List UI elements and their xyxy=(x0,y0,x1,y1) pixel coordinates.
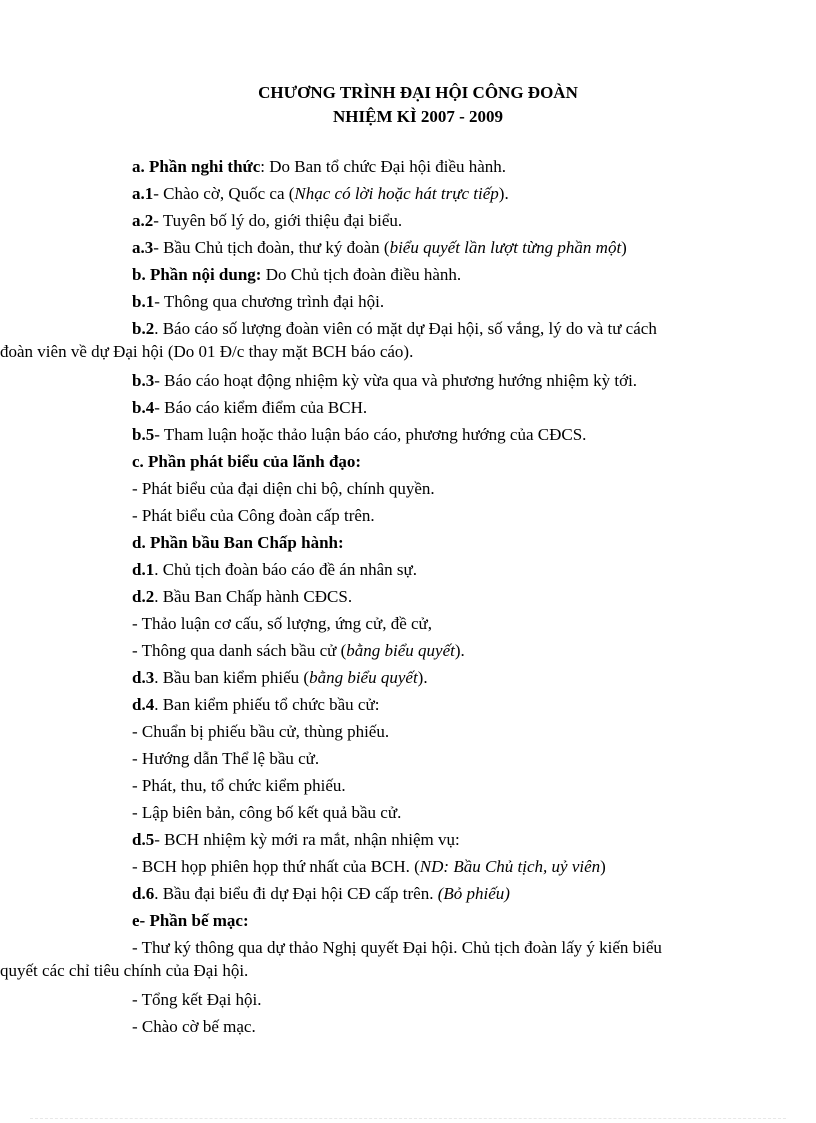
section-d-heading: d. Phần bầu Ban Chấp hành: xyxy=(132,533,344,552)
item-d4-sub2: - Hướng dẫn Thể lệ bầu cử. xyxy=(132,749,320,768)
item-a3: a.3- Bầu Chủ tịch đoàn, thư ký đoàn (biểu quyết lần lượt từng phần một) xyxy=(132,238,627,257)
item-e3: - Chào cờ bế mạc. xyxy=(132,1017,256,1036)
item-a1: a.1- Chào cờ, Quốc ca (Nhạc có lời hoặc hát trực tiếp). xyxy=(132,184,509,203)
item-d3: d.3. Bầu ban kiểm phiếu (bằng biểu quyết). xyxy=(132,668,428,687)
item-d2-sub2: - Thông qua danh sách bầu cử (bằng biểu quyết). xyxy=(132,641,465,660)
document-body xyxy=(0,153,741,1040)
item-c1: - Phát biểu của đại diện chi bộ, chính quyền. xyxy=(132,479,435,498)
item-b4: b.4- Báo cáo kiểm điểm của BCH. xyxy=(132,398,368,417)
item-d1: d.1. Chủ tịch đoàn báo cáo đề án nhân sự. xyxy=(132,560,417,579)
section-a-heading: a. Phần nghi thức: Do Ban tổ chức Đại hội điều hành. xyxy=(132,157,507,176)
item-b2: b.2. Báo cáo số lượng đoàn viên có mặt dự Đại hội, số vắng, lý do và tư cách đoàn viên về dự Đại hội (Do 01 Đ/c thay mặt BCH báo cáo). xyxy=(0,319,657,361)
item-d4-sub3: - Phát, thu, tổ chức kiểm phiếu. xyxy=(132,776,346,795)
item-d5: d.5- BCH nhiệm kỳ mới ra mắt, nhận nhiệm vụ: xyxy=(132,830,460,849)
item-d4-sub4: - Lập biên bản, công bố kết quả bầu cử. xyxy=(132,803,402,822)
item-e1: - Thư ký thông qua dự thảo Nghị quyết Đại hội. Chủ tịch đoàn lấy ý kiến biểu quyết các chỉ tiêu chính của Đại hội. xyxy=(0,938,662,980)
item-d4: d.4. Ban kiểm phiếu tổ chức bầu cử: xyxy=(132,695,380,714)
item-b1: b.1- Thông qua chương trình đại hội. xyxy=(132,292,385,311)
item-d2: d.2. Bầu Ban Chấp hành CĐCS. xyxy=(132,587,353,606)
section-e-heading: e- Phần bế mạc: xyxy=(132,911,249,930)
item-c2: - Phát biểu của Công đoàn cấp trên. xyxy=(132,506,375,525)
section-c-heading: c. Phần phát biểu của lãnh đạo: xyxy=(132,452,362,471)
item-d4-sub1: - Chuẩn bị phiếu bầu cử, thùng phiếu. xyxy=(132,722,390,741)
document-title-line1: CHƯƠNG TRÌNH ĐẠI HỘI CÔNG ĐOÀN xyxy=(258,83,578,102)
document-title-line2: NHIỆM KÌ 2007 - 2009 xyxy=(333,107,503,126)
item-e2: - Tổng kết Đại hội. xyxy=(132,990,262,1009)
item-d6: d.6. Bầu đại biểu đi dự Đại hội CĐ cấp trên. (Bỏ phiếu) xyxy=(132,884,510,903)
section-b-heading: b. Phần nội dung: Do Chủ tịch đoàn điều hành. xyxy=(132,265,462,284)
item-b5: b.5- Tham luận hoặc thảo luận báo cáo, phương hướng của CĐCS. xyxy=(132,425,587,444)
item-b3: b.3- Báo cáo hoạt động nhiệm kỳ vừa qua và phương hướng nhiệm kỳ tới. xyxy=(132,371,638,390)
item-d2-sub1: - Thảo luận cơ cấu, số lượng, ứng cử, đề cử, xyxy=(132,614,432,633)
item-a2: a.2- Tuyên bố lý do, giới thiệu đại biểu. xyxy=(132,211,403,230)
item-d5-sub1: - BCH họp phiên họp thứ nhất của BCH. (ND: Bầu Chủ tịch, uỷ viên) xyxy=(132,857,606,876)
page-bottom-divider xyxy=(30,1118,786,1119)
